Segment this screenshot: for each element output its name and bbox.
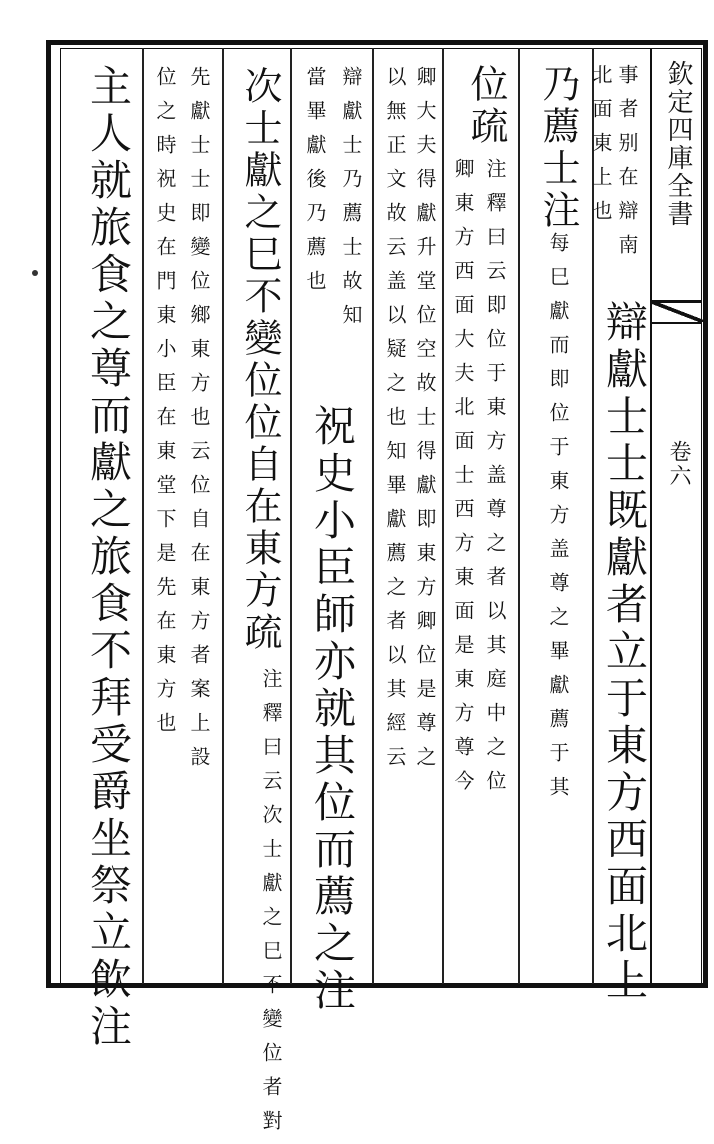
margin-divider <box>650 322 702 324</box>
commentary-column: 注釋曰云次士獻之巳不變位者對 <box>259 668 283 1144</box>
commentary-column: 卿大夫得獻升堂位空故士得獻即東方卿位是尊之 <box>413 66 437 780</box>
commentary-column: 先獻士士即變位鄉東方也云位自在東方者案上設 <box>187 66 211 780</box>
main-text-column <box>458 64 514 148</box>
commentary-column: 注釋曰云即位于東方盖尊之者以其庭中之位 <box>483 158 507 804</box>
column-rule <box>142 48 144 984</box>
column-rule <box>222 48 224 984</box>
text-column: 事者别在辯南 <box>615 64 639 268</box>
main-text-column: 祝史小臣師亦就其位而薦之注 <box>308 404 357 1015</box>
main-text-column: 主人就旅食之尊而獻之旅食不拜受爵坐祭立飲注 <box>84 64 133 1051</box>
column-rule <box>518 48 520 984</box>
commentary-column: 當畢獻後乃薦也 <box>303 66 327 304</box>
column-rule <box>372 48 374 984</box>
commentary-marker: 疏 <box>464 106 508 148</box>
main-text-column <box>530 64 586 810</box>
commentary-column: 辯獻士乃薦士故知 <box>339 66 363 338</box>
commentary-column: 以無正文故云盖以疑之也知畢獻薦之者以其經云 <box>383 66 407 780</box>
commentary-column: 卿東方西面大夫北面士西方東面是東方尊今 <box>451 158 475 804</box>
annotation-marker: 注 <box>536 190 580 232</box>
main-text: 次士獻之巳不變位位自在東方 <box>238 66 282 612</box>
ink-speck <box>32 270 38 276</box>
fishtail-mark <box>652 302 704 322</box>
main-text-column: 辯獻士士既獻者立于東方西面北上 <box>600 300 649 1005</box>
volume-number: 卷六 <box>666 440 691 488</box>
main-text-column <box>232 66 288 654</box>
commentary-text: 每巳獻而即位于東方盖尊之畢獻薦于其 <box>546 232 570 810</box>
main-text: 乃薦士 <box>536 64 580 190</box>
commentary-marker: 疏 <box>238 612 282 654</box>
commentary-column: 位之時祝史在門東小臣在東堂下是先在東方也 <box>153 66 177 746</box>
text-column: 北面東上也 <box>589 64 613 234</box>
main-text: 位 <box>464 64 508 106</box>
column-rule <box>442 48 444 984</box>
column-rule <box>290 48 292 984</box>
book-title: 欽定四庫全書 <box>663 60 693 228</box>
